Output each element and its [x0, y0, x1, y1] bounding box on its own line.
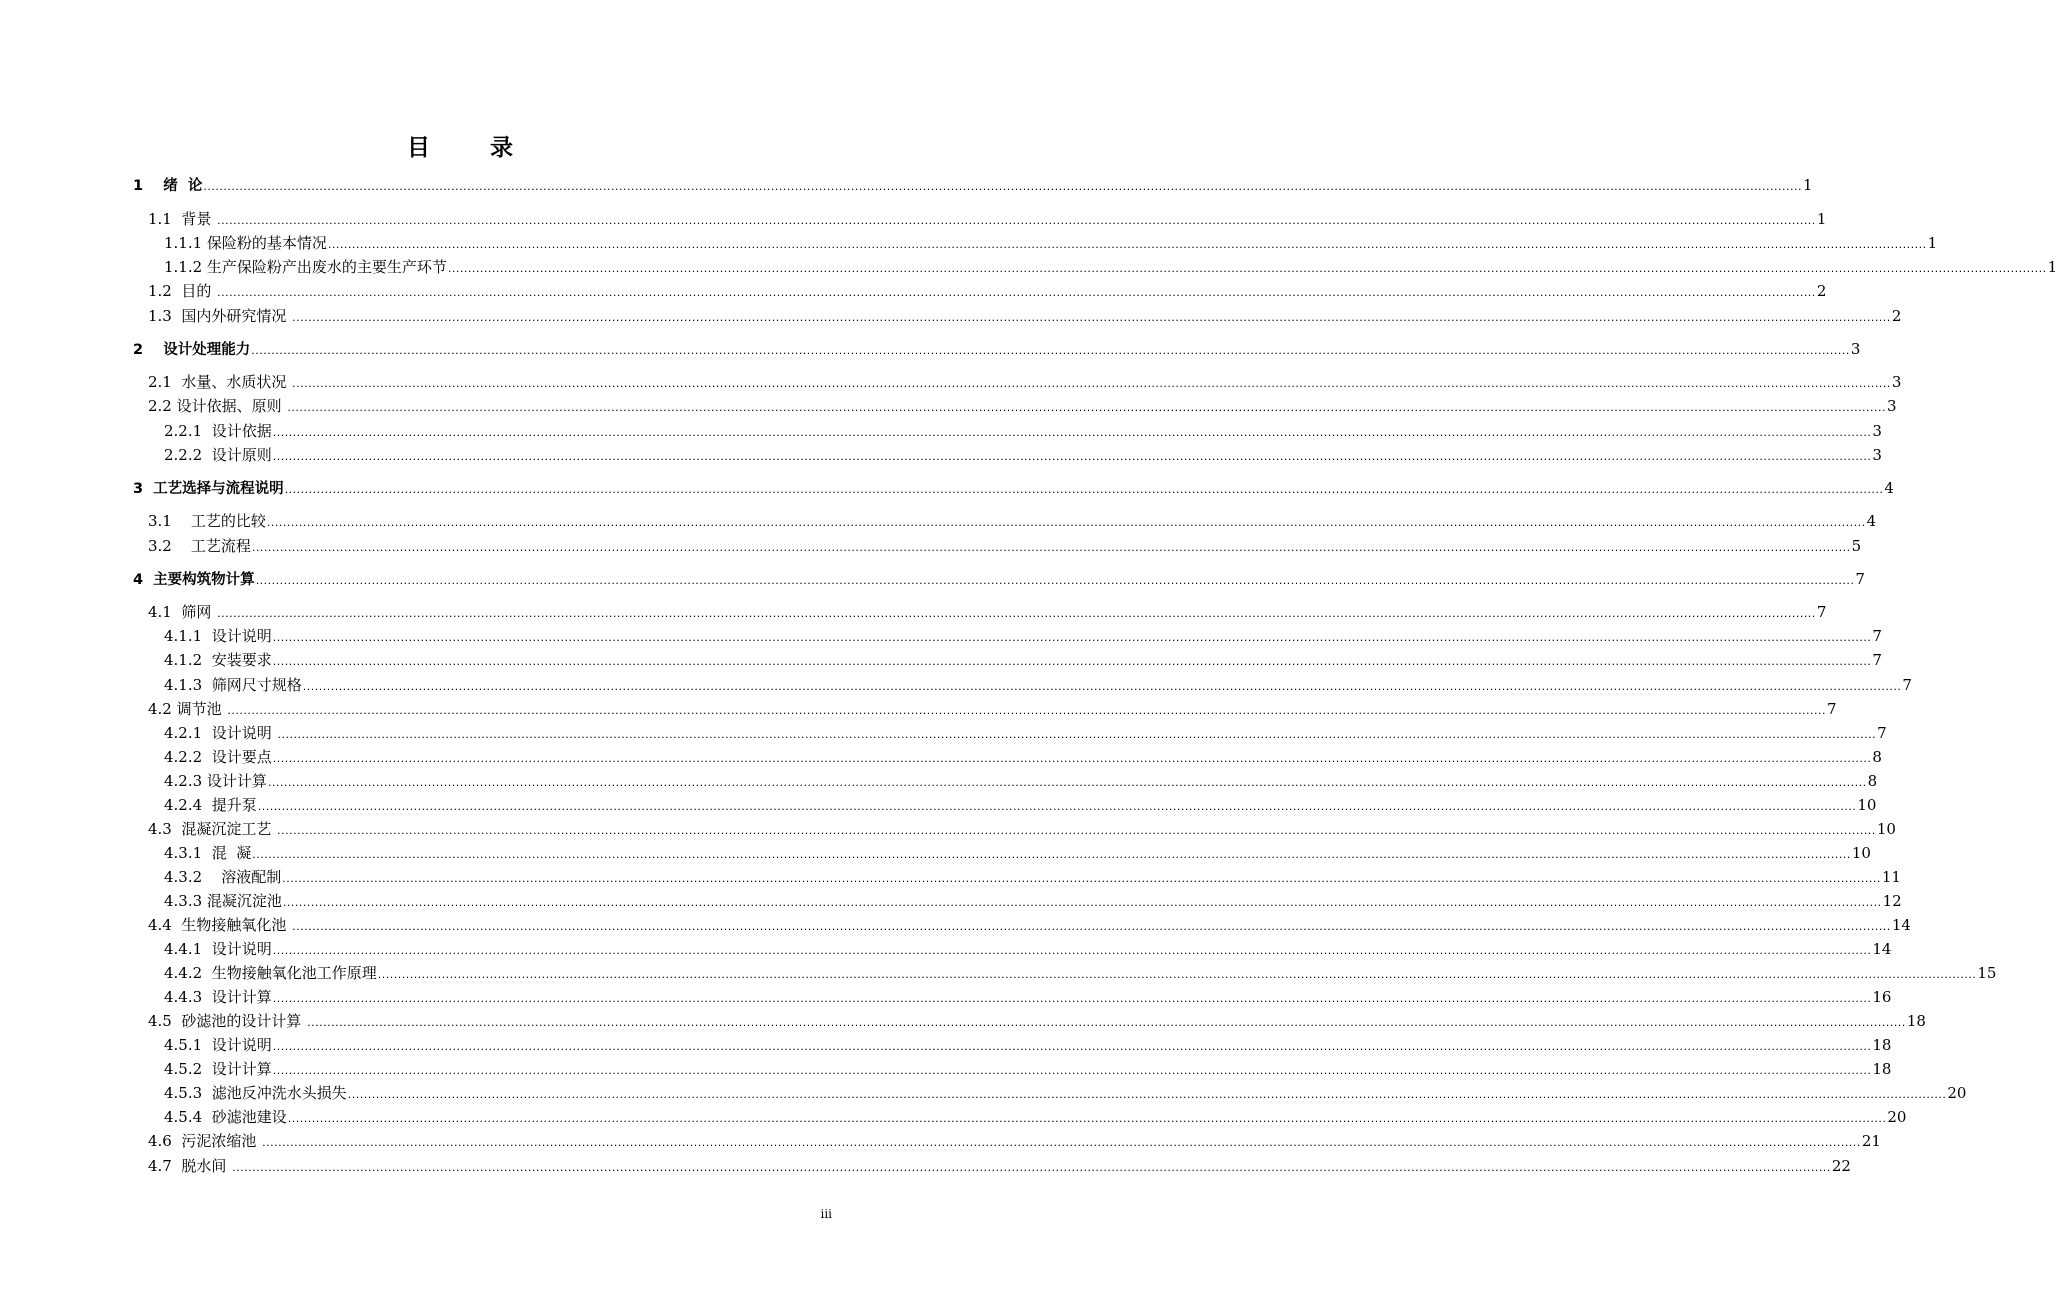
toc-entry[interactable]: [0, 962, 1997, 984]
toc-entry[interactable]: [0, 890, 1902, 912]
toc-entry-label: 2.2.1 设计依据: [164, 422, 272, 440]
toc-entry[interactable]: [0, 1130, 1881, 1152]
dot-leader: ................................................................................................................................................................................................................................................................................................................................................................................................................: [252, 848, 1851, 861]
toc-entry-page: 14: [1872, 940, 1892, 958]
toc-entry-label: 4.1 筛网: [148, 603, 217, 621]
toc-entry[interactable]: [0, 305, 1902, 327]
dot-leader: ................................................................................................................................................................................................................................................................................................................................................................................................................: [277, 824, 1876, 837]
dot-leader: ................................................................................................................................................................................................................................................................................................................................................................................................................: [266, 516, 1866, 529]
toc-entry-label: 1.1.1 保险粉的基本情况: [164, 234, 327, 252]
toc-entry-label: 4 主要构筑物计算: [133, 572, 255, 588]
toc-entry-label: 4.2.1 设计说明: [164, 724, 277, 742]
toc-entry-page: 10: [1876, 820, 1896, 838]
toc-entry[interactable]: [0, 1106, 1907, 1128]
dot-leader: ................................................................................................................................................................................................................................................................................................................................................................................................................: [272, 1040, 1872, 1053]
toc-entry-page: 3: [1850, 340, 1861, 358]
toc-entry[interactable]: [0, 914, 1911, 936]
toc-entry-label: 4.3.2 溶液配制: [164, 868, 282, 886]
toc-entry-page: 7: [1827, 700, 1837, 718]
dot-leader: ................................................................................................................................................................................................................................................................................................................................................................................................................: [284, 483, 1884, 496]
toc-entry[interactable]: [0, 208, 1827, 230]
toc-entry-label: 4.5.4 砂滤池建设: [164, 1108, 287, 1126]
toc-entry[interactable]: [0, 338, 1861, 360]
toc-entry[interactable]: [0, 698, 1837, 720]
dot-leader: ................................................................................................................................................................................................................................................................................................................................................................................................................: [232, 1161, 1831, 1174]
dot-leader: ................................................................................................................................................................................................................................................................................................................................................................................................................: [292, 311, 1891, 324]
toc-entry-label: 2.2 设计依据、原则: [148, 397, 287, 415]
page-number-footer: iii: [820, 1207, 832, 1221]
toc-entry-label: 4.2.4 提升泵: [164, 796, 257, 814]
toc-entry-label: 4.4.2 生物接触氧化池工作原理: [164, 964, 377, 982]
toc-entry-page: 1: [1927, 234, 1938, 252]
dot-leader: ................................................................................................................................................................................................................................................................................................................................................................................................................: [272, 426, 1872, 439]
toc-entry-page: 8: [1872, 748, 1882, 766]
toc-entry[interactable]: [0, 842, 1871, 864]
toc-entry[interactable]: [0, 649, 1882, 671]
toc-entry[interactable]: [0, 477, 1894, 499]
toc-entry-label: 4.2 调节池: [148, 700, 227, 718]
toc-entry-label: 3.1 工艺的比较: [148, 512, 266, 530]
toc-entry-label: 1.1.2 生产保险粉产出废水的主要生产环节: [164, 258, 447, 276]
toc-entry-label: 4.4 生物接触氧化池: [148, 916, 292, 934]
toc-entry[interactable]: [0, 674, 1912, 696]
toc-entry-page: 15: [1977, 964, 1997, 982]
toc-entry[interactable]: [0, 986, 1892, 1008]
toc-entry-label: 1.1 背景: [148, 210, 217, 228]
toc-entry[interactable]: [0, 568, 1865, 590]
toc-title: 目 录: [406, 135, 539, 161]
dot-leader: ................................................................................................................................................................................................................................................................................................................................................................................................................: [267, 776, 1867, 789]
toc-entry-label: 4.6 污泥浓缩池: [148, 1132, 262, 1150]
toc-entry-label: 2 设计处理能力: [133, 342, 251, 358]
toc-entry-page: 11: [1881, 868, 1901, 886]
toc-entry-page: 4: [1884, 479, 1894, 497]
dot-leader: ................................................................................................................................................................................................................................................................................................................................................................................................................: [277, 728, 1877, 741]
dot-leader: ................................................................................................................................................................................................................................................................................................................................................................................................................: [347, 1088, 1947, 1101]
toc-entry[interactable]: [0, 722, 1887, 744]
toc-entry[interactable]: [0, 818, 1896, 840]
toc-entry-page: 1: [2047, 258, 2057, 276]
toc-entry[interactable]: [0, 1155, 1851, 1177]
toc-entry-page: 14: [1891, 916, 1911, 934]
toc-entry-label: 3.2 工艺流程: [148, 537, 251, 555]
toc-entry-label: 4.1.1 设计说明: [164, 627, 272, 645]
dot-leader: ................................................................................................................................................................................................................................................................................................................................................................................................................: [272, 655, 1872, 668]
toc-entry-page: 20: [1887, 1108, 1907, 1126]
toc-entry-page: 3: [1872, 446, 1882, 464]
dot-leader: ................................................................................................................................................................................................................................................................................................................................................................................................................: [307, 1016, 1906, 1029]
dot-leader: ................................................................................................................................................................................................................................................................................................................................................................................................................: [262, 1136, 1861, 1149]
dot-leader: ................................................................................................................................................................................................................................................................................................................................................................................................................: [272, 631, 1872, 644]
toc-entry-label: 4.3 混凝沉淀工艺: [148, 820, 277, 838]
toc-entry-page: 1: [1816, 210, 1827, 228]
toc-entry-page: 7: [1855, 570, 1865, 588]
toc-entry[interactable]: [0, 625, 1882, 647]
dot-leader: ................................................................................................................................................................................................................................................................................................................................................................................................................: [287, 401, 1887, 414]
toc-entry-page: 2: [1891, 307, 1902, 325]
dot-leader: ................................................................................................................................................................................................................................................................................................................................................................................................................: [217, 286, 1816, 299]
dot-leader: ................................................................................................................................................................................................................................................................................................................................................................................................................: [377, 968, 1977, 981]
toc-entry[interactable]: [0, 174, 1813, 196]
dot-leader: ................................................................................................................................................................................................................................................................................................................................................................................................................: [272, 450, 1872, 463]
toc-entry[interactable]: [0, 371, 1902, 393]
toc-entry[interactable]: [0, 1082, 1967, 1104]
dot-leader: ................................................................................................................................................................................................................................................................................................................................................................................................................: [292, 920, 1891, 933]
toc-entry-label: 4.2.3 设计计算: [164, 772, 267, 790]
toc-entry[interactable]: [0, 510, 1877, 532]
toc-entry-label: 2.1 水量、水质状况: [148, 373, 292, 391]
toc-entry-page: 21: [1861, 1132, 1881, 1150]
dot-leader: ................................................................................................................................................................................................................................................................................................................................................................................................................: [302, 680, 1902, 693]
toc-entry-page: 7: [1902, 676, 1912, 694]
toc-entry-label: 4.4.1 设计说明: [164, 940, 272, 958]
dot-leader: ................................................................................................................................................................................................................................................................................................................................................................................................................: [251, 344, 1850, 357]
toc-entry[interactable]: [0, 395, 1897, 417]
toc-entry-label: 4.4.3 设计计算: [164, 988, 272, 1006]
toc-entry[interactable]: [0, 794, 1877, 816]
toc-entry-page: 7: [1872, 651, 1882, 669]
toc-entry[interactable]: [0, 746, 1882, 768]
toc-entry-label: 1.3 国内外研究情况: [148, 307, 292, 325]
toc-entry-label: 4.3.3 混凝沉淀池: [164, 892, 282, 910]
dot-leader: ................................................................................................................................................................................................................................................................................................................................................................................................................: [255, 574, 1855, 587]
toc-entry[interactable]: [0, 444, 1882, 466]
toc-entry-page: 12: [1882, 892, 1902, 910]
dot-leader: ................................................................................................................................................................................................................................................................................................................................................................................................................: [203, 180, 1803, 193]
toc-entry-page: 7: [1872, 627, 1882, 645]
toc-entry-label: 4.5.3 滤池反冲洗水头损失: [164, 1084, 347, 1102]
toc-entry-page: 2: [1816, 282, 1827, 300]
dot-leader: ................................................................................................................................................................................................................................................................................................................................................................................................................: [217, 607, 1816, 620]
dot-leader: ................................................................................................................................................................................................................................................................................................................................................................................................................: [282, 896, 1882, 909]
toc-entry-page: 20: [1947, 1084, 1967, 1102]
toc-entry-page: 5: [1851, 537, 1862, 555]
dot-leader: ................................................................................................................................................................................................................................................................................................................................................................................................................: [282, 872, 1881, 885]
toc-entry-label: 4.7 脱水间: [148, 1157, 232, 1175]
toc-entry-page: 3: [1872, 422, 1882, 440]
toc-entry-page: 10: [1857, 796, 1877, 814]
dot-leader: ................................................................................................................................................................................................................................................................................................................................................................................................................: [272, 944, 1872, 957]
dot-leader: ................................................................................................................................................................................................................................................................................................................................................................................................................: [257, 800, 1857, 813]
toc-entry-page: 3: [1887, 397, 1897, 415]
toc-entry-page: 3: [1891, 373, 1902, 391]
dot-leader: ................................................................................................................................................................................................................................................................................................................................................................................................................: [292, 377, 1891, 390]
toc-entry[interactable]: [0, 1034, 1892, 1056]
toc-entry[interactable]: [0, 1058, 1892, 1080]
dot-leader: ................................................................................................................................................................................................................................................................................................................................................................................................................: [227, 704, 1827, 717]
toc-entry[interactable]: [0, 866, 1901, 888]
dot-leader: ................................................................................................................................................................................................................................................................................................................................................................................................................: [447, 262, 2047, 275]
toc-entry-page: 7: [1816, 603, 1827, 621]
toc-entry-label: 1.2 目的: [148, 282, 217, 300]
toc-entry-label: 4.5 砂滤池的设计计算: [148, 1012, 307, 1030]
dot-leader: ................................................................................................................................................................................................................................................................................................................................................................................................................: [287, 1112, 1887, 1125]
toc-entry-page: 4: [1866, 512, 1877, 530]
dot-leader: ................................................................................................................................................................................................................................................................................................................................................................................................................: [327, 238, 1927, 251]
toc-entry[interactable]: [0, 420, 1882, 442]
dot-leader: ................................................................................................................................................................................................................................................................................................................................................................................................................: [272, 992, 1872, 1005]
toc-entry-label: 4.5.2 设计计算: [164, 1060, 272, 1078]
toc-entry-label: 3 工艺选择与流程说明: [133, 481, 284, 497]
toc-entry[interactable]: [0, 280, 1827, 302]
toc-entry-page: 1: [1803, 176, 1813, 194]
toc-entry-page: 18: [1872, 1060, 1892, 1078]
toc-entry[interactable]: [0, 535, 1862, 557]
toc-entry-label: 4.2.2 设计要点: [164, 748, 272, 766]
toc-entry-page: 7: [1877, 724, 1887, 742]
dot-leader: ................................................................................................................................................................................................................................................................................................................................................................................................................: [217, 214, 1816, 227]
toc-entry[interactable]: [0, 601, 1827, 623]
toc-entry-page: 18: [1906, 1012, 1926, 1030]
toc-entry-label: 4.3.1 混 凝: [164, 844, 252, 862]
toc-entry[interactable]: [0, 770, 1878, 792]
toc-entry[interactable]: [0, 256, 2057, 278]
toc-entry-page: 10: [1851, 844, 1871, 862]
toc-entry-page: 8: [1867, 772, 1878, 790]
dot-leader: ................................................................................................................................................................................................................................................................................................................................................................................................................: [251, 541, 1851, 554]
toc-entry[interactable]: [0, 938, 1892, 960]
toc-entry-page: 22: [1831, 1157, 1851, 1175]
dot-leader: ................................................................................................................................................................................................................................................................................................................................................................................................................: [272, 1064, 1872, 1077]
toc-entry-label: 4.5.1 设计说明: [164, 1036, 272, 1054]
toc-entry[interactable]: [0, 1010, 1926, 1032]
toc-entry-label: 1 绪 论: [133, 178, 203, 194]
toc-entry-label: 2.2.2 设计原则: [164, 446, 272, 464]
toc-entry-label: 4.1.2 安装要求: [164, 651, 272, 669]
toc-entry-label: 4.1.3 筛网尺寸规格: [164, 676, 302, 694]
toc-entry[interactable]: [0, 232, 1938, 254]
toc-entry-page: 16: [1872, 988, 1892, 1006]
toc-entry-page: 18: [1872, 1036, 1892, 1054]
dot-leader: ................................................................................................................................................................................................................................................................................................................................................................................................................: [272, 752, 1872, 765]
